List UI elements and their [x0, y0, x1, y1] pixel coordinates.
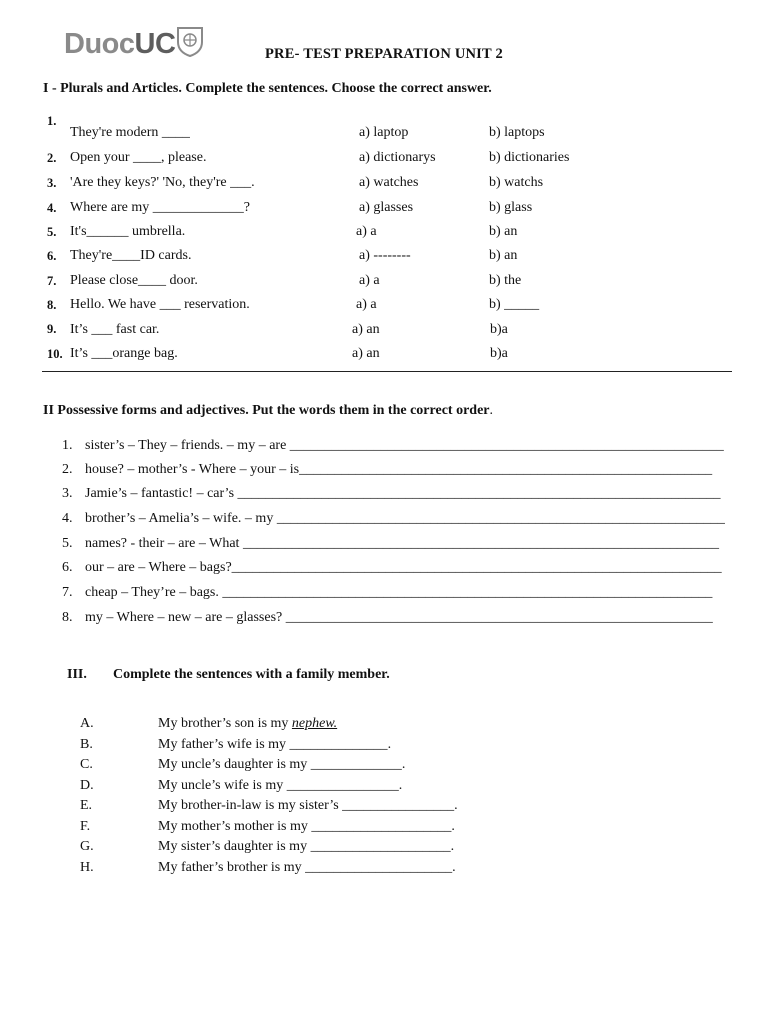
option-b: b) an [489, 224, 518, 239]
item-text [158, 778, 402, 794]
item-text [158, 819, 455, 835]
item-text: names? - their – are – What ____________________________________________________________________ [85, 536, 719, 551]
question-number: 5. [47, 225, 57, 239]
item-text [158, 839, 454, 855]
section2-heading-text: II Possessive forms and adjectives. Put the words them in the correct order [43, 403, 490, 418]
item-text: sister’s – They – friends. – my – are ______________________________________________________________ [85, 438, 724, 453]
item-tail: . [398, 778, 403, 793]
option-b: b) _____ [489, 297, 540, 312]
item-prompt: My brother-in-law is my sister’s ________________ [158, 798, 455, 813]
option-b: b) watchs [489, 175, 544, 190]
item-text: brother’s – Amelia’s – wife. – my ________________________________________________________________ [85, 511, 725, 526]
item-letter: E. [80, 798, 93, 813]
item-tail: . [387, 737, 392, 752]
question-number: 6. [47, 249, 57, 263]
item-number: 4. [62, 511, 73, 526]
question-text: It’s ___ fast car. [70, 322, 160, 337]
item-number: 8. [62, 610, 73, 625]
item-text: Jamie’s – fantastic! – car’s _____________________________________________________________________ [85, 486, 721, 501]
item-text [158, 757, 405, 773]
item-text [158, 716, 337, 732]
item-prompt: My sister’s daughter is my ____________________ [158, 839, 451, 854]
option-a: a) watches [359, 175, 419, 190]
question-text: They're modern ____ [70, 125, 190, 140]
option-b: b) glass [489, 200, 533, 215]
item-text [158, 798, 458, 814]
item-prompt: My father’s brother is my _____________________ [158, 860, 453, 875]
question-text: It’s ___orange bag. [70, 346, 178, 361]
item-prompt: My father’s wife is my ______________ [158, 737, 388, 752]
item-prompt: My uncle’s daughter is my _____________ [158, 757, 402, 772]
option-a: a) glasses [359, 200, 414, 215]
option-b: b)a [490, 322, 508, 337]
question-number: 9. [47, 322, 57, 336]
question-text: Open your ____, please. [70, 150, 207, 165]
item-number: 3. [62, 486, 73, 501]
question-text: Please close____ door. [70, 273, 198, 288]
option-b: b) laptops [489, 125, 545, 140]
item-text: my – Where – new – are – glasses? _____________________________________________________________ [85, 610, 713, 625]
item-number: 1. [62, 438, 73, 453]
option-a: a) an [352, 346, 380, 361]
option-b: b) dictionaries [489, 150, 570, 165]
item-prompt: My mother’s mother is my ____________________ [158, 819, 452, 834]
option-a: a) a [356, 297, 377, 312]
question-text: Where are my _____________? [70, 200, 250, 215]
item-letter: A. [80, 716, 94, 731]
logo-text-duoc: Duoc [64, 28, 135, 60]
question-number: 3. [47, 176, 57, 190]
question-text: They're____ID cards. [70, 248, 192, 263]
section1-heading: I - Plurals and Articles. Complete the sentences. Choose the correct answer. [43, 81, 492, 96]
page-title: PRE- TEST PREPARATION UNIT 2 [265, 46, 503, 62]
option-a: a) a [359, 273, 380, 288]
question-text: Hello. We have ___ reservation. [70, 297, 250, 312]
question-number: 10. [47, 347, 63, 361]
question-text: 'Are they keys?' 'No, they're ___. [70, 175, 255, 190]
option-a: a) -------- [359, 248, 411, 263]
item-number: 7. [62, 585, 73, 600]
item-text: cheap – They’re – bags. ______________________________________________________________________ [85, 585, 713, 600]
item-prompt: My brother’s son is my [158, 716, 292, 731]
item-letter: F. [80, 819, 91, 834]
section2-heading-tail: . [489, 403, 493, 418]
question-number: 2. [47, 151, 57, 165]
question-text: It's______ umbrella. [70, 224, 186, 239]
item-letter: H. [80, 860, 94, 875]
item-text: our – are – Where – bags?______________________________________________________________________ [85, 560, 722, 575]
option-b: b) the [489, 273, 522, 288]
section2-heading [43, 403, 493, 419]
item-number: 5. [62, 536, 73, 551]
item-letter: B. [80, 737, 93, 752]
option-b: b)a [490, 346, 508, 361]
option-a: a) a [356, 224, 377, 239]
question-number: 7. [47, 274, 57, 288]
item-letter: G. [80, 839, 94, 854]
item-prompt: My uncle’s wife is my ________________ [158, 778, 399, 793]
logo-text-uc: UC [134, 28, 176, 60]
question-number: 1. [47, 114, 57, 128]
item-number: 2. [62, 462, 73, 477]
item-tail: . [451, 819, 455, 834]
item-tail: . [452, 860, 456, 875]
item-tail: . [454, 798, 458, 813]
example-answer: nephew. [291, 716, 338, 731]
option-b: b) an [489, 248, 518, 263]
item-text [158, 737, 391, 753]
item-tail: . [450, 839, 455, 854]
section-divider [42, 371, 732, 372]
section3-heading: Complete the sentences with a family member. [113, 667, 390, 682]
item-text: house? – mother’s - Where – your – is___________________________________________________________ [85, 462, 713, 477]
question-number: 4. [47, 201, 57, 215]
option-a: a) laptop [359, 125, 409, 140]
duoc-uc-logo [64, 26, 175, 62]
question-number: 8. [47, 298, 57, 312]
item-text [158, 860, 456, 876]
item-letter: D. [80, 778, 94, 793]
item-number: 6. [62, 560, 73, 575]
item-tail: . [401, 757, 406, 772]
item-letter: C. [80, 757, 93, 772]
section3-number: III. [67, 667, 87, 682]
option-a: a) an [352, 322, 380, 337]
university-seal-icon [175, 24, 205, 58]
option-a: a) dictionarys [359, 150, 436, 165]
